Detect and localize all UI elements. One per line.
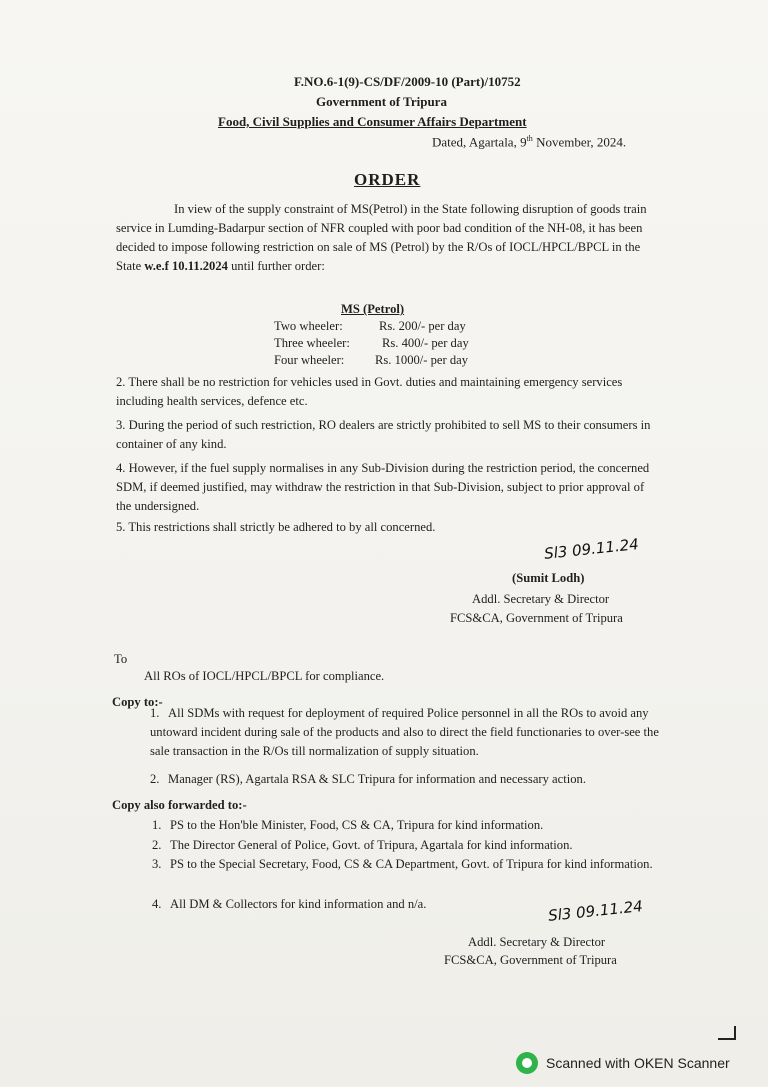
copy-to-label: Copy to:-	[112, 695, 163, 709]
signature-2: Sl3 09.11.24	[547, 897, 644, 925]
department-name: Food, Civil Supplies and Consumer Affairs Department	[218, 114, 527, 129]
order-title: ORDER	[354, 170, 421, 189]
forwarded-item-3: 3. PS to the Special Secretary, Food, CS & CA Department, Govt. of Tripura for kind information.	[152, 857, 653, 871]
ms-petrol-heading: MS (Petrol)	[341, 302, 405, 316]
scanner-logo-icon	[516, 1052, 538, 1074]
government-name: Government of Tripura	[316, 94, 447, 109]
forwarded-item-2: 2. The Director General of Police, Govt. of Tripura, Agartala for kind information.	[152, 838, 573, 852]
page-corner-mark	[718, 1026, 736, 1040]
order-date: Dated, Agartala, 9th November, 2024.	[432, 134, 627, 150]
point-4: 4. However, if the fuel supply normalises in any Sub-Division during the restriction period, the concerned SDM, if deemed justified, may withdraw the restriction in that Sub-Division, subject to prior approval of the undersigned.	[116, 461, 650, 513]
file-number: F.NO.6-1(9)-CS/DF/2009-10 (Part)/10752	[294, 74, 521, 89]
limit-two-wheeler: Two wheeler: Rs. 200/- per day	[274, 319, 466, 333]
to-label: To	[114, 652, 128, 666]
limit-three-wheeler: Three wheeler: Rs. 400/- per day	[274, 336, 469, 350]
scanner-watermark: Scanned with OKEN Scanner	[516, 1050, 766, 1076]
signatory-office-2: FCS&CA, Government of Tripura	[444, 953, 617, 967]
forwarded-item-1: 1. PS to the Hon'ble Minister, Food, CS & CA, Tripura for kind information.	[152, 818, 544, 832]
signatory-name: (Sumit Lodh)	[512, 571, 585, 585]
copy-forwarded-label: Copy also forwarded to:-	[112, 798, 247, 812]
copy-to-item-1: 1. All SDMs with request for deployment of required Police personnel in all the ROs to avoid any untoward incident during sale of the products and also to direct the field functionaries to over-see the sale transaction in the R/Os till normalization of supply situation.	[150, 706, 659, 758]
limit-four-wheeler: Four wheeler: Rs. 1000/- per day	[274, 353, 469, 367]
point-3: 3. During the period of such restriction, RO dealers are strictly prohibited to sell MS to their consumers in container of any kind.	[116, 418, 651, 451]
signatory-designation-2: Addl. Secretary & Director	[468, 935, 606, 949]
copy-to-item-2: 2. Manager (RS), Agartala RSA & SLC Tripura for information and necessary action.	[150, 772, 586, 786]
signatory-office: FCS&CA, Government of Tripura	[450, 611, 623, 625]
signature-1: Sl3 09.11.24	[543, 535, 640, 563]
intro-paragraph: In view of the supply constraint of MS(Petrol) in the State following disruption of goods train service in Lumding-Badarpur section of NFR coupled with poor bad condition of the NH-08, it has been decided to impose following restriction on sale of MS (Petrol) by the R/Os of IOCL/HPCL/BPCL in the State w.e.f 10.11.2024 until further order:	[116, 202, 647, 273]
point-2: 2. There shall be no restriction for vehicles used in Govt. duties and maintaining emergency services including health services, defence etc.	[116, 375, 623, 408]
signatory-designation: Addl. Secretary & Director	[472, 592, 610, 606]
to-recipient: All ROs of IOCL/HPCL/BPCL for compliance.	[144, 669, 385, 683]
forwarded-item-4: 4. All DM & Collectors for kind information and n/a.	[152, 897, 427, 911]
point-5: 5. This restrictions shall strictly be adhered to by all concerned.	[116, 520, 436, 534]
